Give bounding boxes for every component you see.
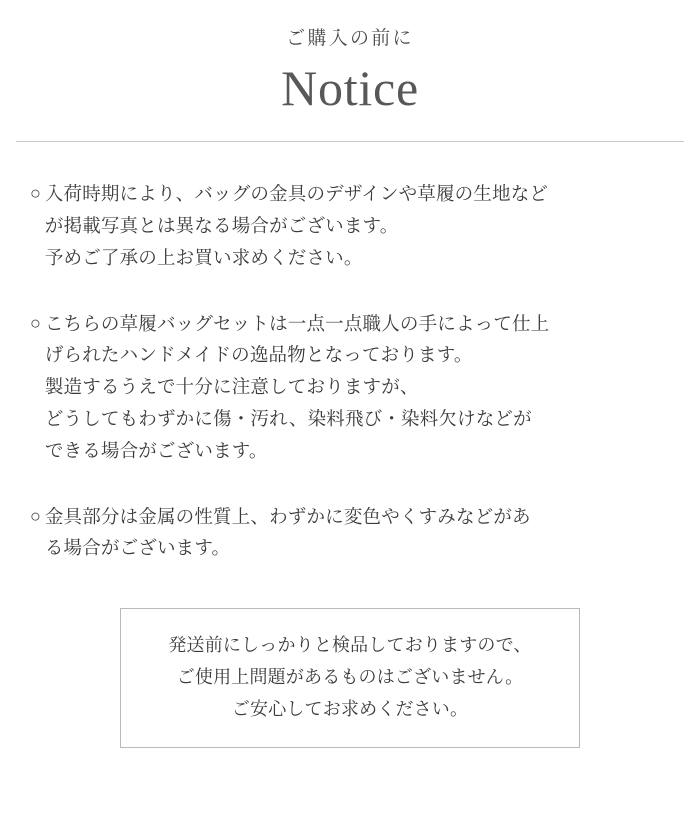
bullet-icon: ○ xyxy=(30,312,41,333)
notice-line: 入荷時期により、バッグの金具のデザインや草履の生地など xyxy=(44,183,549,205)
callout-line: ご安心してお求めください。 xyxy=(231,699,469,720)
notice-line: 金具部分は金属の性質上、わずかに変色やくすみなどがあ xyxy=(44,505,531,527)
notice-list xyxy=(0,142,700,748)
page-kicker: ご購入の前に xyxy=(286,28,414,49)
notice-item-body xyxy=(45,501,670,565)
notice-line: 予めご了承の上お買い求めください。 xyxy=(44,246,363,268)
callout-line: ご使用上問題があるものはございません。 xyxy=(176,667,524,688)
notice-item xyxy=(30,501,670,565)
bullet-icon: ○ xyxy=(30,505,41,526)
notice-line: げられたハンドメイドの逸品物となっております。 xyxy=(44,344,473,366)
notice-line: できる場合がございます。 xyxy=(44,439,268,461)
reassurance-callout xyxy=(120,608,580,748)
notice-item xyxy=(30,178,670,273)
notice-line: どうしてもわずかに傷・汚れ、染料飛び・染料欠けなどが xyxy=(44,407,532,429)
notice-item-body xyxy=(45,178,670,273)
page-header xyxy=(0,0,700,119)
callout-line: 発送前にしっかりと検品しておりますので、 xyxy=(168,635,532,656)
notice-item-body xyxy=(45,308,670,467)
notice-line: る場合がございます。 xyxy=(44,537,231,559)
callout-container xyxy=(30,608,670,748)
bullet-icon: ○ xyxy=(30,183,41,204)
notice-line: が掲載写真とは異なる場合がございます。 xyxy=(44,214,399,236)
notice-line: 製造するうえで十分に注意しておりますが、 xyxy=(44,376,419,398)
page-title: Notice xyxy=(281,59,419,116)
notice-item xyxy=(30,308,670,467)
notice-line: こちらの草履バッグセットは一点一点職人の手によって仕上 xyxy=(44,312,550,334)
